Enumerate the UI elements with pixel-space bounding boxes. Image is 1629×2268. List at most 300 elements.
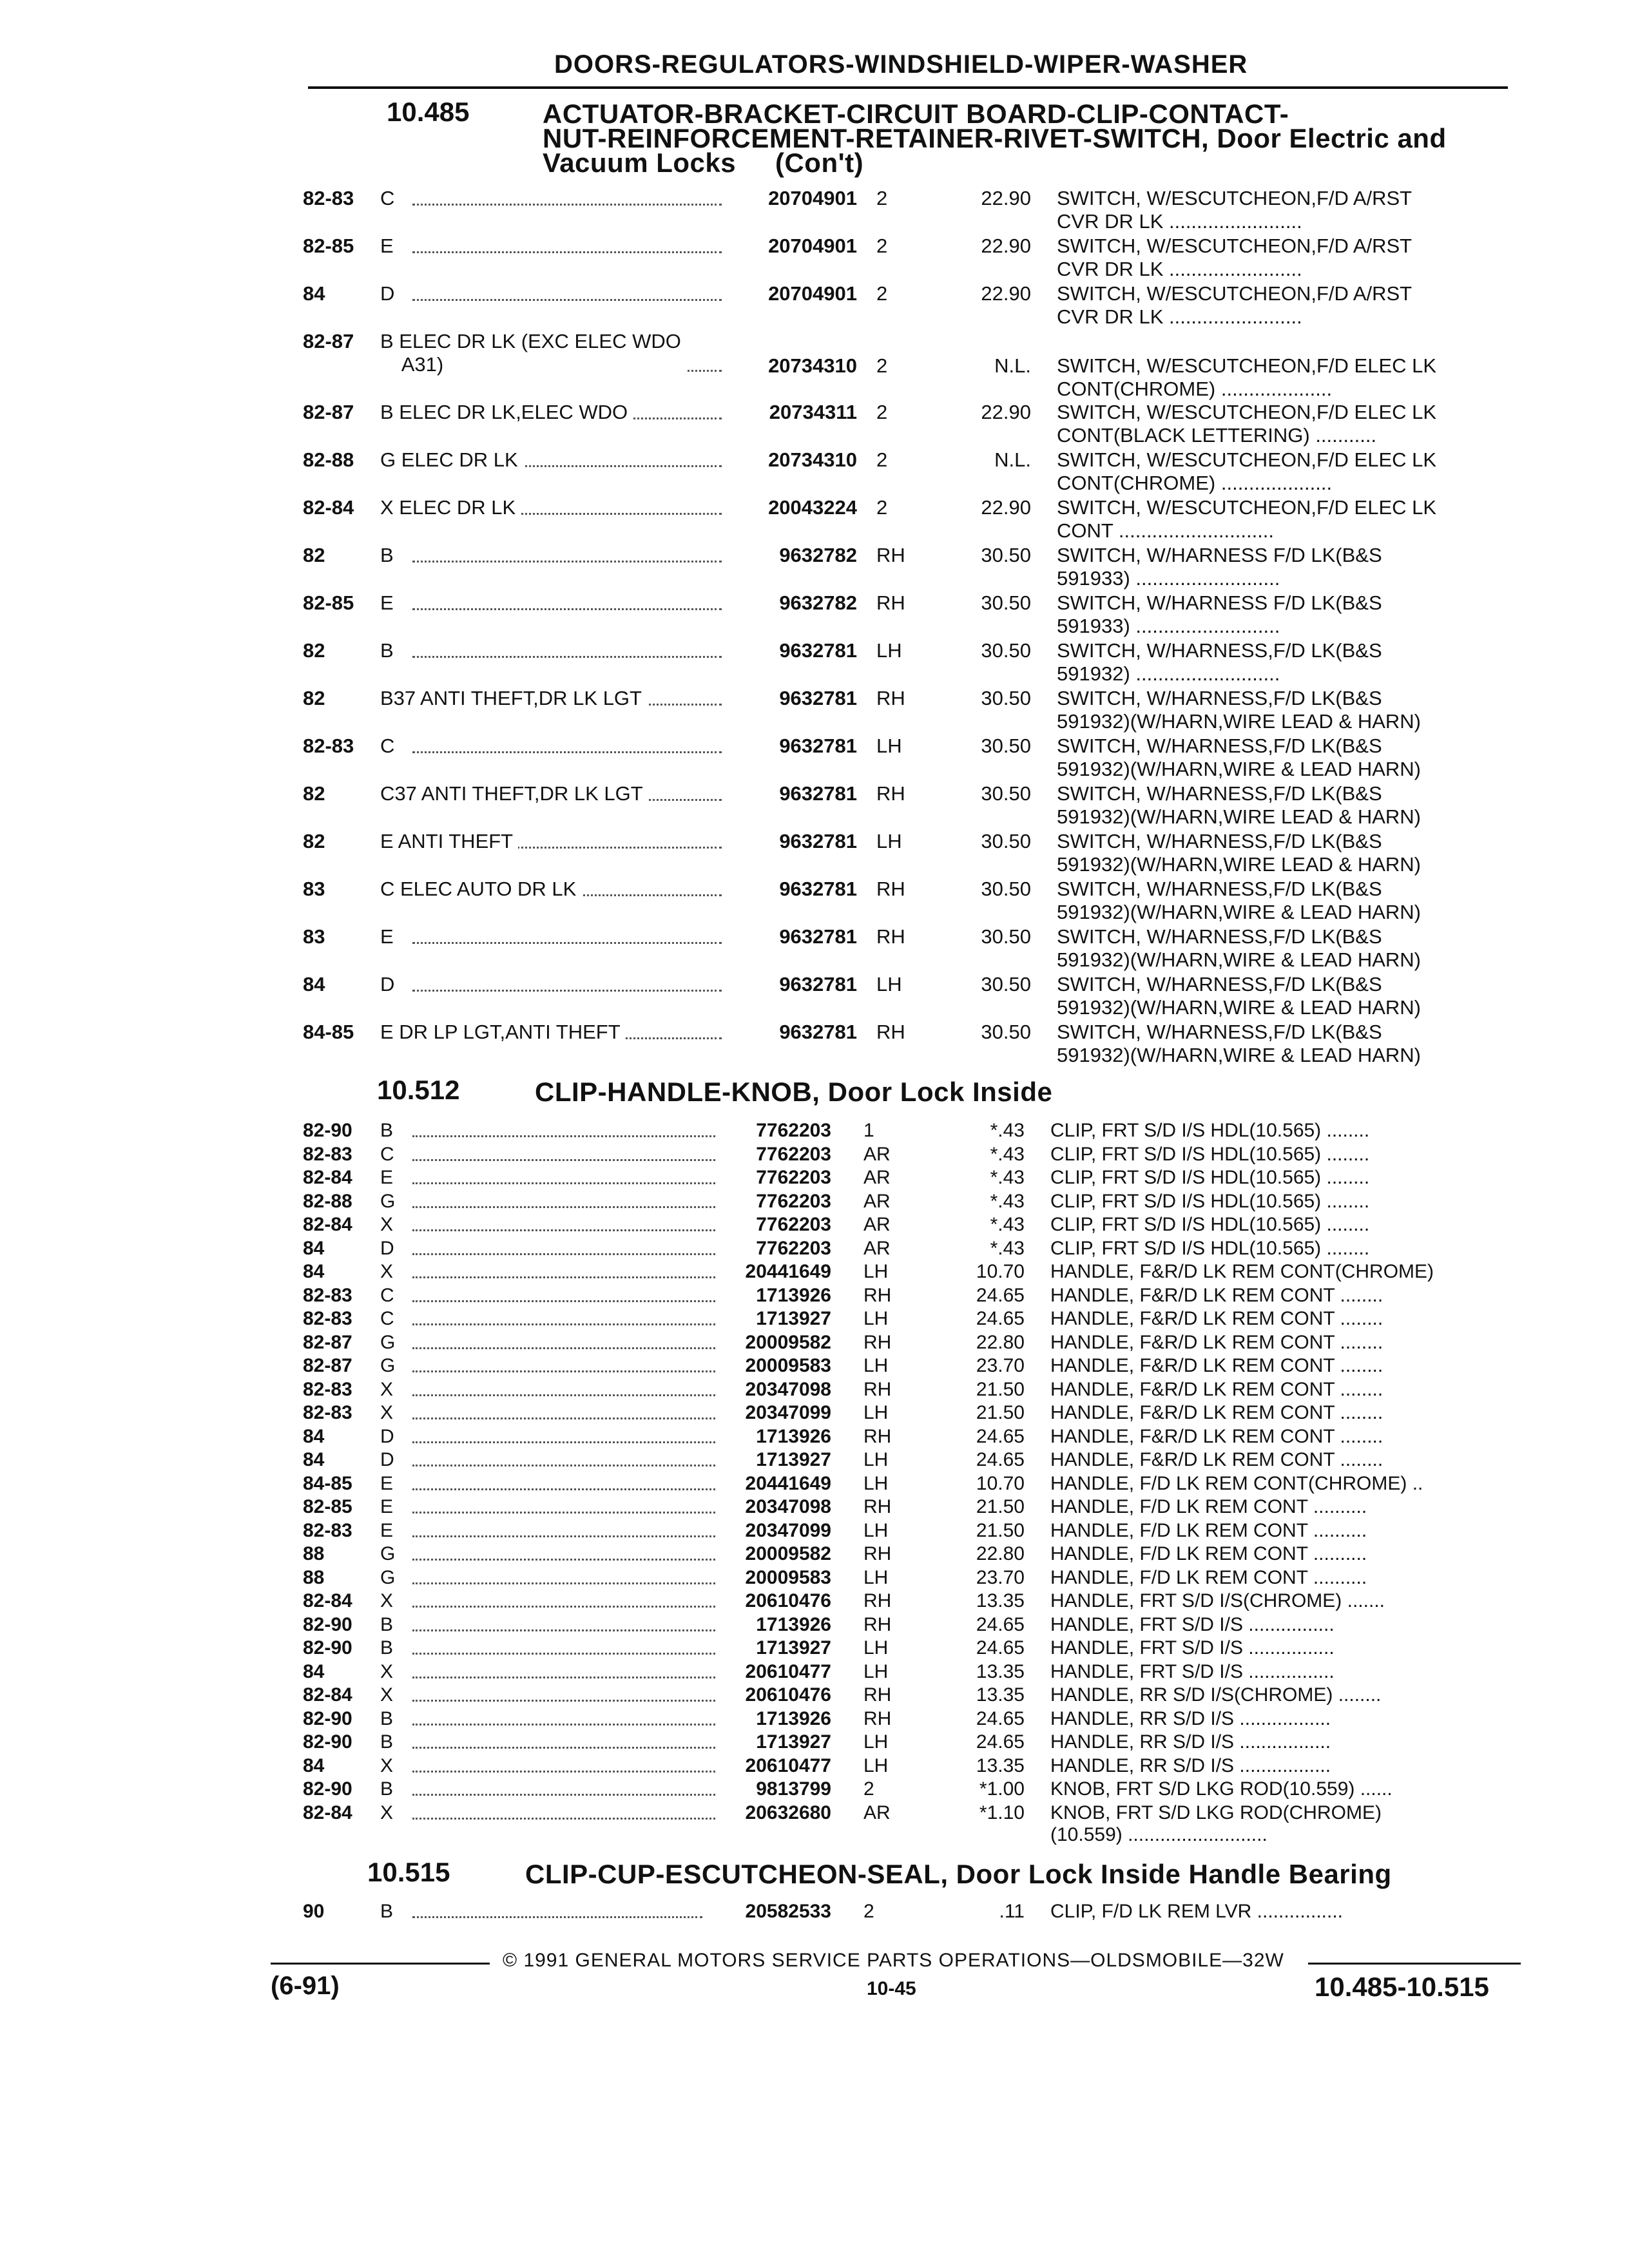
cell-years: 82-85: [303, 235, 354, 257]
cell-model: C: [380, 1144, 400, 1166]
cell-description: HANDLE, F&R/D LK REM CONT(CHROME): [1050, 1261, 1434, 1282]
cell-model: X: [380, 1379, 398, 1401]
cell-description: HANDLE, F&R/D LK REM CONT ........: [1050, 1355, 1383, 1376]
cell-model: C: [380, 735, 400, 758]
cell-model: C ELEC AUTO DR LK: [380, 878, 581, 901]
cell-description: KNOB, FRT S/D LKG ROD(CHROME) (10.559) ..........................: [1050, 1802, 1382, 1845]
section-number: 10.485: [387, 97, 470, 127]
cell-description: HANDLE, F&R/D LK REM CONT ........: [1050, 1378, 1383, 1400]
cell-part-number: 20610476: [745, 1684, 831, 1706]
cell-price: *.43: [990, 1190, 1025, 1212]
cell-description: HANDLE, F&R/D LK REM CONT ........: [1050, 1308, 1383, 1329]
cell-model: X: [380, 1684, 398, 1706]
cell-part-number: 20734310: [768, 354, 857, 377]
cell-years: 82-84: [303, 496, 354, 519]
cell-price: *.43: [990, 1237, 1025, 1259]
section-title-line: CLIP-CUP-ESCUTCHEON-SEAL, Door Lock Inside Handle Bearing: [525, 1859, 1392, 1889]
cell-quantity: LH: [876, 735, 902, 757]
footer-rule-right: [1308, 1963, 1521, 1965]
section-title: [525, 1859, 1392, 1889]
cell-years: 83: [303, 878, 325, 900]
cell-price: 24.65: [976, 1449, 1025, 1470]
cell-part-number: 20632680: [745, 1802, 831, 1823]
footer-rule-left: [271, 1963, 490, 1965]
cell-price: 30.50: [981, 878, 1031, 900]
cell-price: 22.80: [976, 1331, 1025, 1353]
cell-model: X: [380, 1802, 398, 1824]
cell-years: 82-90: [303, 1731, 352, 1753]
cell-quantity: RH: [876, 591, 905, 614]
cell-quantity: RH: [863, 1707, 892, 1729]
cell-price: 23.70: [976, 1355, 1025, 1376]
cell-quantity: LH: [863, 1731, 889, 1753]
cell-quantity: LH: [863, 1637, 889, 1658]
cell-price: 24.65: [976, 1613, 1025, 1635]
cell-quantity: LH: [863, 1566, 889, 1588]
cell-model: B: [380, 1901, 398, 1923]
cell-quantity: 2: [876, 235, 888, 257]
cell-price: 21.50: [976, 1496, 1025, 1517]
cell-model: X: [380, 1261, 398, 1283]
cell-years: 88: [303, 1543, 325, 1564]
cell-price: *.43: [990, 1167, 1025, 1188]
cell-part-number: 9632781: [779, 735, 857, 757]
cell-description: HANDLE, F/D LK REM CONT ..........: [1050, 1496, 1367, 1517]
cell-part-number: 20347098: [745, 1378, 831, 1400]
cell-years: 82-90: [303, 1120, 352, 1141]
cell-price: 24.65: [976, 1308, 1025, 1329]
cell-years: 82-90: [303, 1707, 352, 1729]
cell-years: 84: [303, 1660, 325, 1682]
cell-years: 82: [303, 639, 325, 662]
footer-copyright: © 1991 GENERAL MOTORS SERVICE PARTS OPERATIONS—OLDSMOBILE—32W: [503, 1950, 1284, 1971]
cell-years: 84: [303, 1237, 325, 1259]
cell-description: SWITCH, W/HARNESS,F/D LK(B&S 591932) ..........................: [1057, 639, 1382, 685]
cell-price: 22.80: [976, 1543, 1025, 1564]
cell-description: SWITCH, W/ESCUTCHEON,F/D ELEC LK CONT(CHROME) ....................: [1057, 354, 1437, 400]
cell-quantity: 1: [863, 1120, 874, 1141]
cell-part-number: 1713927: [756, 1449, 831, 1470]
cell-years: 82-85: [303, 591, 354, 614]
cell-quantity: LH: [863, 1402, 889, 1423]
cell-years: 82-87: [303, 330, 354, 352]
cell-years: 82-87: [303, 1355, 352, 1376]
cell-part-number: 20347099: [745, 1519, 831, 1541]
cell-description: HANDLE, F&R/D LK REM CONT ........: [1050, 1402, 1383, 1423]
cell-years: 82-83: [303, 1143, 352, 1165]
cell-model: G: [380, 1567, 400, 1589]
cell-description: HANDLE, FRT S/D I/S ................: [1050, 1637, 1335, 1658]
cell-quantity: LH: [863, 1660, 889, 1682]
cell-description: SWITCH, W/HARNESS,F/D LK(B&S 591932)(W/HARN,WIRE & LEAD HARN): [1057, 1021, 1422, 1066]
cell-part-number: 9632781: [779, 1021, 857, 1043]
cell-model: D: [380, 1449, 400, 1471]
cell-price: 30.50: [981, 544, 1031, 566]
cell-quantity: 2: [876, 496, 888, 519]
cell-price: 30.50: [981, 830, 1031, 852]
cell-price: N.L.: [994, 448, 1031, 471]
cell-description: HANDLE, F&R/D LK REM CONT ........: [1050, 1425, 1383, 1447]
cell-part-number: 9632781: [779, 925, 857, 948]
cell-part-number: 20610476: [745, 1590, 831, 1611]
section-number: 10.512: [377, 1075, 460, 1105]
cell-model: D: [380, 1426, 400, 1448]
cell-quantity: LH: [863, 1519, 889, 1541]
cell-model: X ELEC DR LK: [380, 496, 521, 519]
cell-part-number: 20704901: [768, 187, 857, 209]
cell-description: SWITCH, W/HARNESS,F/D LK(B&S 591932)(W/HARN,WIRE LEAD & HARN): [1057, 687, 1422, 733]
footer-date: (6-91): [271, 1972, 340, 2000]
cell-description: HANDLE, F&R/D LK REM CONT ........: [1050, 1449, 1383, 1470]
cell-years: 82-90: [303, 1613, 352, 1635]
cell-part-number: 20441649: [745, 1472, 831, 1494]
cell-model: B: [380, 544, 399, 567]
cell-price: 30.50: [981, 925, 1031, 948]
cell-quantity: AR: [863, 1214, 891, 1235]
cell-description: CLIP, FRT S/D I/S HDL(10.565) ........: [1050, 1120, 1370, 1141]
cell-model: D: [380, 1238, 400, 1260]
cell-model: G: [380, 1543, 400, 1565]
cell-part-number: 20734310: [768, 448, 857, 471]
cell-quantity: LH: [863, 1472, 889, 1494]
cell-price: N.L.: [994, 354, 1031, 377]
cell-description: HANDLE, FRT S/D I/S(CHROME) .......: [1050, 1590, 1385, 1611]
cell-description: CLIP, FRT S/D I/S HDL(10.565) ........: [1050, 1143, 1370, 1165]
cell-model: E: [380, 1473, 398, 1495]
cell-model: B: [380, 1731, 398, 1753]
cell-quantity: LH: [876, 973, 902, 995]
cell-part-number: 9632781: [779, 639, 857, 662]
cell-years: 84-85: [303, 1021, 354, 1043]
cell-description: HANDLE, RR S/D I/S .................: [1050, 1707, 1331, 1729]
cell-part-number: 20704901: [768, 282, 857, 305]
cell-description: HANDLE, RR S/D I/S .................: [1050, 1731, 1331, 1753]
cell-years: 84: [303, 1261, 325, 1282]
cell-model: X: [380, 1214, 398, 1236]
cell-quantity: LH: [876, 639, 902, 662]
cell-quantity: RH: [863, 1378, 892, 1400]
cell-quantity: 2: [863, 1778, 874, 1800]
cell-description: HANDLE, RR S/D I/S(CHROME) ........: [1050, 1684, 1382, 1706]
cell-model: E DR LP LGT,ANTI THEFT: [380, 1021, 626, 1044]
cell-years: 82-85: [303, 1496, 352, 1517]
cell-part-number: 20582533: [745, 1901, 831, 1922]
cell-part-number: 9632781: [779, 878, 857, 900]
cell-price: *.43: [990, 1120, 1025, 1141]
cell-quantity: RH: [863, 1684, 892, 1706]
cell-part-number: 9632781: [779, 782, 857, 805]
cell-description: HANDLE, F&R/D LK REM CONT ........: [1050, 1284, 1383, 1306]
cell-model: G: [380, 1355, 400, 1377]
cell-quantity: 2: [863, 1901, 874, 1922]
cell-years: 82-83: [303, 1284, 352, 1306]
cell-quantity: RH: [863, 1613, 892, 1635]
cell-model: C: [380, 1308, 400, 1330]
cell-description: SWITCH, W/ESCUTCHEON,F/D A/RST CVR DR LK ........................: [1057, 282, 1412, 328]
cell-model: G: [380, 1332, 400, 1354]
cell-years: 82-84: [303, 1802, 352, 1823]
cell-quantity: RH: [863, 1496, 892, 1517]
cell-part-number: 9813799: [756, 1778, 831, 1800]
cell-description: KNOB, FRT S/D LKG ROD(10.559) ......: [1050, 1778, 1393, 1800]
cell-model: D: [380, 282, 400, 305]
cell-years: 82-88: [303, 1190, 352, 1212]
cell-years: 82: [303, 782, 325, 805]
cell-part-number: 20347099: [745, 1402, 831, 1423]
section-title-line: CLIP-HANDLE-KNOB, Door Lock Inside: [535, 1077, 1053, 1107]
cell-model: E: [380, 1496, 398, 1518]
cell-part-number: 1713927: [756, 1308, 831, 1329]
cell-part-number: 7762203: [756, 1190, 831, 1212]
cell-years: 82-83: [303, 187, 354, 209]
cell-price: 24.65: [976, 1637, 1025, 1658]
cell-price: 23.70: [976, 1566, 1025, 1588]
cell-model: X: [380, 1755, 398, 1777]
cell-price: 21.50: [976, 1378, 1025, 1400]
cell-model: B: [380, 639, 399, 662]
cell-years: 84: [303, 1449, 325, 1470]
cell-price: 30.50: [981, 687, 1031, 709]
cell-description: SWITCH, W/ESCUTCHEON,F/D A/RST CVR DR LK ........................: [1057, 187, 1412, 233]
cell-years: 82-83: [303, 1378, 352, 1400]
cell-years: 82-88: [303, 448, 354, 471]
cell-price: 30.50: [981, 591, 1031, 614]
cell-quantity: RH: [863, 1284, 892, 1306]
footer-section-range: 10.485-10.515: [1315, 1972, 1489, 2002]
cell-price: 13.35: [976, 1754, 1025, 1776]
cell-description: SWITCH, W/HARNESS,F/D LK(B&S 591932)(W/HARN,WIRE & LEAD HARN): [1057, 973, 1422, 1019]
cell-part-number: 7762203: [756, 1167, 831, 1188]
cell-years: 82: [303, 544, 325, 566]
cell-part-number: 1713927: [756, 1731, 831, 1753]
cell-description: CLIP, FRT S/D I/S HDL(10.565) ........: [1050, 1214, 1370, 1235]
cell-quantity: RH: [876, 925, 905, 948]
cell-part-number: 20009582: [745, 1331, 831, 1353]
cell-part-number: 20009583: [745, 1355, 831, 1376]
header-rule: [308, 86, 1508, 89]
cell-description: HANDLE, FRT S/D I/S ................: [1050, 1613, 1335, 1635]
cell-price: 21.50: [976, 1519, 1025, 1541]
cell-description: CLIP, FRT S/D I/S HDL(10.565) ........: [1050, 1237, 1370, 1259]
cell-model: E ANTI THEFT: [380, 830, 518, 853]
cell-part-number: 20009583: [745, 1566, 831, 1588]
cell-part-number: 20043224: [768, 496, 857, 519]
cell-model: E: [380, 925, 399, 948]
cell-price: 30.50: [981, 639, 1031, 662]
cell-part-number: 9632781: [779, 687, 857, 709]
cell-price: *1.00: [979, 1778, 1025, 1800]
section-title: [535, 1077, 1053, 1107]
cell-description: HANDLE, F/D LK REM CONT ..........: [1050, 1566, 1367, 1588]
page-header-title: DOORS-REGULATORS-WINDSHIELD-WIPER-WASHER: [554, 50, 1248, 79]
cell-years: 84: [303, 1425, 325, 1447]
cell-years: 83: [303, 925, 325, 948]
cell-quantity: RH: [863, 1590, 892, 1611]
cell-price: 24.65: [976, 1425, 1025, 1447]
cell-years: 82-83: [303, 735, 354, 757]
cell-years: 82: [303, 687, 325, 709]
cell-years: 82-87: [303, 1331, 352, 1353]
cell-price: 30.50: [981, 735, 1031, 757]
cell-model: X: [380, 1402, 398, 1424]
footer-page-number: 10-45: [867, 1978, 916, 1999]
cell-quantity: RH: [863, 1331, 892, 1353]
cell-part-number: 1713927: [756, 1637, 831, 1658]
cell-years: 82-90: [303, 1637, 352, 1658]
cell-description: SWITCH, W/ESCUTCHEON,F/D ELEC LK CONT(CHROME) ....................: [1057, 448, 1437, 494]
cell-quantity: 2: [876, 448, 888, 471]
cell-price: 22.90: [981, 282, 1031, 305]
cell-quantity: AR: [863, 1237, 891, 1259]
cell-price: 22.90: [981, 235, 1031, 257]
cell-description: SWITCH, W/HARNESS,F/D LK(B&S 591932)(W/HARN,WIRE & LEAD HARN): [1057, 878, 1422, 923]
cell-years: 82-83: [303, 1308, 352, 1329]
cell-quantity: RH: [876, 1021, 905, 1043]
cell-price: 30.50: [981, 1021, 1031, 1043]
cell-years: 82-83: [303, 1402, 352, 1423]
cell-model: C: [380, 1285, 400, 1307]
cell-price: 10.70: [976, 1472, 1025, 1494]
cell-model: B: [380, 1778, 398, 1800]
cell-quantity: 2: [876, 401, 888, 423]
cell-price: 24.65: [976, 1284, 1025, 1306]
cell-model: B: [380, 1708, 398, 1730]
cell-price: 10.70: [976, 1261, 1025, 1282]
cell-years: 82-84: [303, 1167, 352, 1188]
cell-price: .11: [999, 1901, 1025, 1922]
cell-part-number: 7762203: [756, 1237, 831, 1259]
cell-quantity: AR: [863, 1167, 891, 1188]
cell-years: 84: [303, 1754, 325, 1776]
cell-part-number: 1713926: [756, 1707, 831, 1729]
cell-part-number: 7762203: [756, 1143, 831, 1165]
cell-part-number: 20704901: [768, 235, 857, 257]
cell-part-number: 7762203: [756, 1120, 831, 1141]
cell-quantity: 2: [876, 282, 888, 305]
cell-quantity: AR: [863, 1190, 891, 1212]
cell-years: 82-84: [303, 1684, 352, 1706]
cell-price: 13.35: [976, 1660, 1025, 1682]
cell-price: 21.50: [976, 1402, 1025, 1423]
cell-quantity: RH: [863, 1425, 892, 1447]
cell-quantity: LH: [863, 1308, 889, 1329]
section-title-line: Vacuum Locks (Con't): [543, 148, 864, 178]
cell-model: E: [380, 235, 399, 258]
cell-years: 82-83: [303, 1519, 352, 1541]
cell-part-number: 9632782: [779, 544, 857, 566]
cell-quantity: RH: [876, 878, 905, 900]
cell-quantity: 2: [876, 354, 888, 377]
cell-description: SWITCH, W/ESCUTCHEON,F/D ELEC LK CONT ............................: [1057, 496, 1437, 542]
cell-years: 90: [303, 1901, 325, 1922]
cell-model: E: [380, 1520, 398, 1542]
section-title: [543, 99, 1447, 178]
cell-description: HANDLE, RR S/D I/S .................: [1050, 1754, 1331, 1776]
cell-model: B: [380, 1637, 398, 1659]
cell-description: HANDLE, F/D LK REM CONT(CHROME) ..: [1050, 1472, 1423, 1494]
cell-description: HANDLE, F&R/D LK REM CONT ........: [1050, 1331, 1383, 1353]
cell-description: SWITCH, W/ESCUTCHEON,F/D A/RST CVR DR LK ........................: [1057, 235, 1412, 280]
cell-years: 82-90: [303, 1778, 352, 1800]
cell-price: 30.50: [981, 782, 1031, 805]
cell-description: CLIP, FRT S/D I/S HDL(10.565) ........: [1050, 1190, 1370, 1212]
cell-model: D: [380, 973, 400, 996]
section-title-line: ACTUATOR-BRACKET-CIRCUIT BOARD-CLIP-CONTACT-: [543, 99, 1289, 129]
cell-model: C: [380, 187, 400, 210]
cell-part-number: 9632781: [779, 973, 857, 995]
cell-model: E: [380, 1167, 398, 1189]
cell-part-number: 20347098: [745, 1496, 831, 1517]
cell-model: X: [380, 1590, 398, 1612]
cell-price: 24.65: [976, 1731, 1025, 1753]
cell-quantity: LH: [863, 1261, 889, 1282]
cell-model: B: [380, 1614, 398, 1636]
section-number: 10.515: [367, 1857, 450, 1887]
cell-years: 88: [303, 1566, 325, 1588]
cell-quantity: AR: [863, 1802, 891, 1823]
cell-description: SWITCH, W/HARNESS F/D LK(B&S 591933) ..........................: [1057, 591, 1382, 637]
cell-years: 82: [303, 830, 325, 852]
cell-model: B ELEC DR LK (EXC ELEC WDO A31): [380, 330, 686, 376]
cell-part-number: 1713926: [756, 1425, 831, 1447]
cell-model: E: [380, 591, 399, 615]
cell-quantity: LH: [863, 1754, 889, 1776]
cell-part-number: 1713926: [756, 1613, 831, 1635]
cell-price: 13.35: [976, 1684, 1025, 1706]
cell-years: 82-84: [303, 1214, 352, 1235]
cell-part-number: 1713926: [756, 1284, 831, 1306]
cell-model: G ELEC DR LK: [380, 448, 523, 472]
cell-model: X: [380, 1661, 398, 1683]
cell-quantity: RH: [863, 1543, 892, 1564]
cell-model: C37 ANTI THEFT,DR LK LGT: [380, 782, 648, 805]
cell-model: B37 ANTI THEFT,DR LK LGT: [380, 687, 647, 710]
cell-quantity: LH: [876, 830, 902, 852]
cell-years: 84: [303, 282, 325, 305]
cell-description: CLIP, FRT S/D I/S HDL(10.565) ........: [1050, 1167, 1370, 1188]
cell-price: 24.65: [976, 1707, 1025, 1729]
section-title-line: NUT-REINFORCEMENT-RETAINER-RIVET-SWITCH, Door Electric and: [543, 123, 1447, 153]
cell-quantity: RH: [876, 544, 905, 566]
cell-part-number: 20610477: [745, 1754, 831, 1776]
cell-part-number: 7762203: [756, 1214, 831, 1235]
cell-part-number: 20610477: [745, 1660, 831, 1682]
cell-description: SWITCH, W/ESCUTCHEON,F/D ELEC LK CONT(BLACK LETTERING) ...........: [1057, 401, 1437, 447]
cell-description: HANDLE, F/D LK REM CONT ..........: [1050, 1543, 1367, 1564]
cell-part-number: 20734311: [769, 401, 857, 423]
cell-price: 22.90: [981, 401, 1031, 423]
cell-part-number: 9632782: [779, 591, 857, 614]
cell-years: 82-87: [303, 401, 354, 423]
cell-model: B ELEC DR LK,ELEC WDO: [380, 401, 633, 424]
cell-price: 22.90: [981, 187, 1031, 209]
cell-description: SWITCH, W/HARNESS,F/D LK(B&S 591932)(W/HARN,WIRE LEAD & HARN): [1057, 782, 1422, 828]
cell-years: 82-84: [303, 1590, 352, 1611]
cell-description: SWITCH, W/HARNESS,F/D LK(B&S 591932)(W/HARN,WIRE LEAD & HARN): [1057, 830, 1422, 876]
cell-description: HANDLE, FRT S/D I/S ................: [1050, 1660, 1335, 1682]
cell-quantity: RH: [876, 687, 905, 709]
cell-description: SWITCH, W/HARNESS,F/D LK(B&S 591932)(W/HARN,WIRE & LEAD HARN): [1057, 735, 1422, 780]
cell-quantity: RH: [876, 782, 905, 805]
cell-quantity: AR: [863, 1143, 891, 1165]
cell-quantity: LH: [863, 1449, 889, 1470]
cell-price: 30.50: [981, 973, 1031, 995]
cell-part-number: 20009582: [745, 1543, 831, 1564]
cell-description: HANDLE, F/D LK REM CONT ..........: [1050, 1519, 1367, 1541]
cell-model: G: [380, 1191, 400, 1213]
cell-years: 84: [303, 973, 325, 995]
cell-quantity: 2: [876, 187, 888, 209]
